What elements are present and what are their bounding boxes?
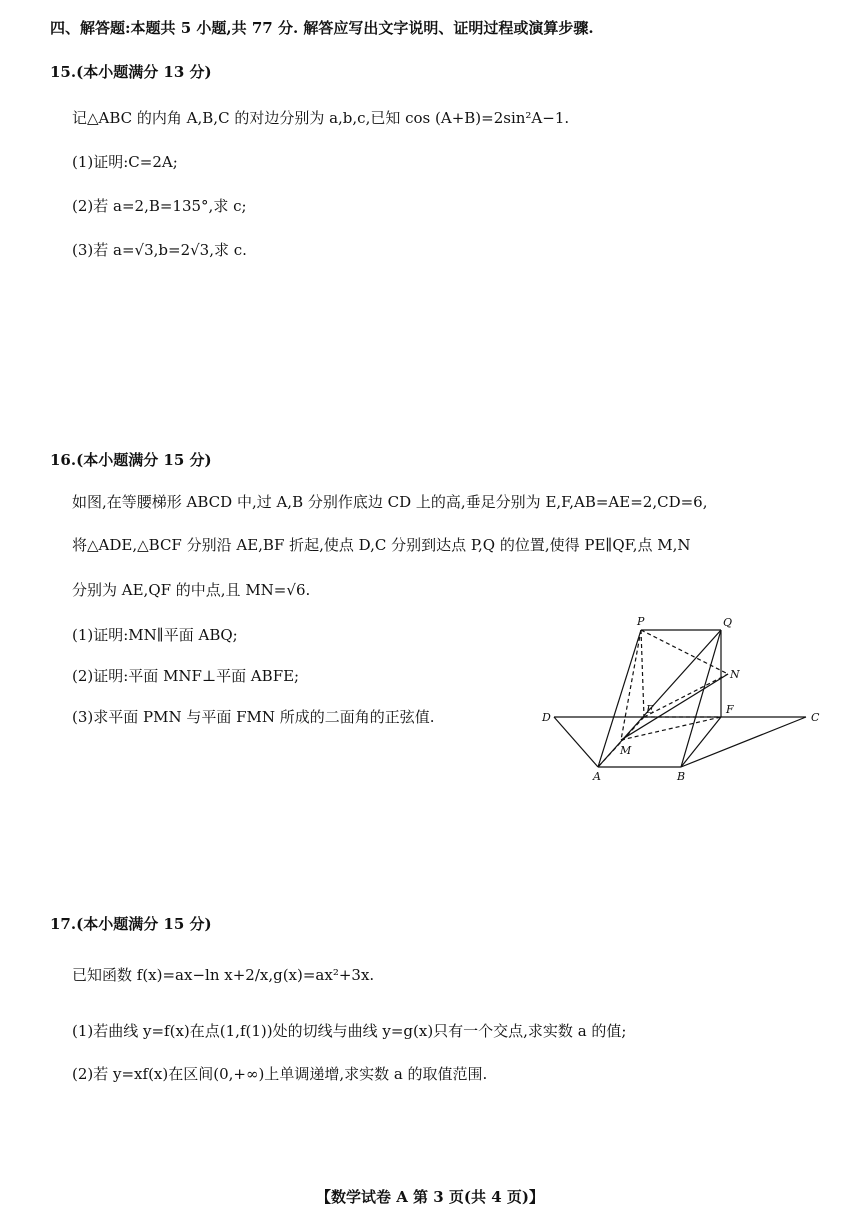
segment-bc — [681, 717, 806, 767]
q15-part-3: (3)若 a=√3,b=2√3,求 c. — [72, 241, 247, 259]
q16-part-2: (2)证明:平面 MNF⊥平面 ABFE; — [72, 667, 300, 685]
q16-title: 16.(本小题满分 15 分) — [50, 451, 212, 469]
page-footer: 【数学试卷 A 第 3 页(共 4 页)】 — [315, 1188, 545, 1206]
label-q: Q — [723, 616, 733, 629]
label-e: E — [646, 703, 655, 716]
segment-aq — [598, 630, 721, 767]
geometry-svg — [536, 612, 826, 784]
q16-stem-line-2: 将△ADE,△BCF 分别沿 AE,BF 折起,使点 D,C 分别到达点 P,Q 的位置,使得 PE∥QF,点 M,N — [72, 536, 691, 554]
label-p: P — [637, 615, 645, 628]
q15-part-2: (2)若 a=2,B=135°,求 c; — [72, 197, 247, 215]
label-f: F — [726, 703, 734, 716]
q17-part-2: (2)若 y=xf(x)在区间(0,+∞)上单调递增,求实数 a 的取值范围. — [72, 1065, 488, 1083]
q15-part-1: (1)证明:C=2A; — [72, 153, 178, 171]
segment-pe — [641, 630, 644, 717]
segment-ad — [554, 717, 598, 767]
segment-qb — [681, 630, 721, 767]
label-a: A — [593, 770, 601, 783]
label-m: M — [620, 744, 632, 757]
q16-part-1: (1)证明:MN∥平面 ABQ; — [72, 626, 238, 644]
segment-en — [644, 674, 728, 717]
q17-title: 17.(本小题满分 15 分) — [50, 915, 212, 933]
q15-title: 15.(本小题满分 13 分) — [50, 63, 212, 81]
q17-stem: 已知函数 f(x)=ax−ln x+2/x,g(x)=ax²+3x. — [72, 966, 375, 984]
q15-stem: 记△ABC 的内角 A,B,C 的对边分别为 a,b,c,已知 cos (A+B)=2sin²A−1. — [72, 109, 570, 127]
label-n: N — [730, 668, 740, 681]
q16-stem-line-1: 如图,在等腰梯形 ABCD 中,过 A,B 分别作底边 CD 上的高,垂足分别为 E,F,AB=AE=2,CD=6, — [72, 493, 708, 511]
q16-part-3: (3)求平面 PMN 与平面 FMN 所成的二面角的正弦值. — [72, 708, 435, 726]
section-header: 四、解答题:本题共 5 小题,共 77 分. 解答应写出文字说明、证明过程或演算步骤. — [50, 19, 594, 37]
q16-stem-line-3: 分别为 AE,QF 的中点,且 MN=√6. — [72, 581, 311, 599]
label-b: B — [677, 770, 686, 783]
label-d: D — [542, 711, 551, 724]
segment-mn — [621, 674, 728, 740]
q17-part-1: (1)若曲线 y=f(x)在点(1,f(1))处的切线与曲线 y=g(x)只有一个交点,求实数 a 的值; — [72, 1022, 627, 1040]
label-c: C — [811, 711, 820, 724]
q16-geometry-figure — [536, 612, 826, 784]
